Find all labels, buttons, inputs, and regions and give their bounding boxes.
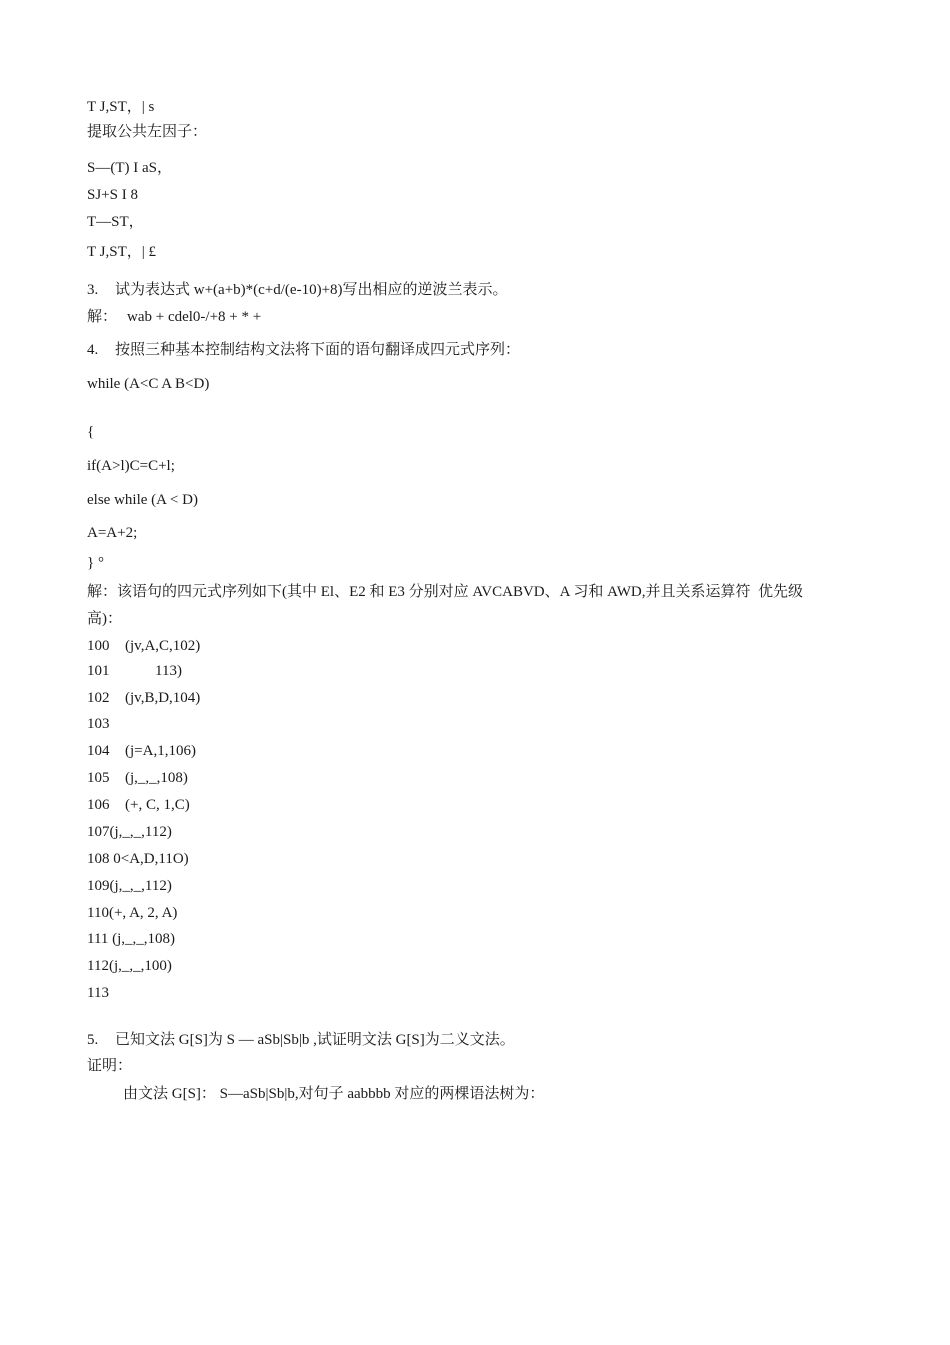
quadruple-row	[87, 661, 182, 681]
quadruple-row	[87, 849, 189, 869]
quadruple-row	[87, 903, 177, 923]
grammar-line: T—ST，	[87, 214, 144, 230]
quadruple-value: (jv,B,D,104)	[125, 690, 201, 706]
code-line: } °	[87, 555, 104, 571]
code-line: A=A+2;	[87, 525, 138, 541]
quadruple-row	[87, 822, 172, 842]
quadruple-row	[87, 983, 109, 1003]
question-number: 3.	[87, 282, 99, 298]
quadruple-number: 101	[87, 663, 110, 679]
code-line: if(A>l)C=C+l;	[87, 458, 175, 474]
quadruple-number: 107(j,_,_,112)	[87, 824, 172, 840]
question-4	[87, 340, 520, 360]
quadruple-value: (+, C, 1,C)	[125, 797, 190, 813]
quadruple-number: 104	[87, 743, 110, 759]
quadruple-number: 108 0<A,D,11O)	[87, 851, 189, 867]
answer-4-continued: 高)：	[87, 611, 122, 627]
question-text: 试为表达式 w+(a+b)*(c+d/(e-10)+8)写出相应的逆波兰表示。	[115, 282, 508, 298]
answer-label: 解：	[87, 309, 118, 325]
quadruple-number: 102	[87, 690, 110, 706]
quadruple-value: (jv,A,C,102)	[125, 638, 201, 654]
answer-3	[87, 307, 261, 327]
quadruple-number: 112(j,_,_,100)	[87, 958, 172, 974]
grammar-line: T J,ST，| £	[87, 244, 156, 260]
question-3	[87, 280, 508, 300]
quadruple-row	[87, 714, 110, 734]
quadruple-row	[87, 741, 196, 761]
quadruple-value: (j=A,1,106)	[125, 743, 196, 759]
quadruple-row	[87, 768, 188, 788]
question-text: 已知文法 G[S]为 S — aSb|Sb|b ,试证明文法 G[S]为二义文法。	[115, 1032, 515, 1048]
section-heading: 提取公共左因子：	[87, 124, 208, 140]
quadruple-value: (j,_,_,108)	[125, 770, 188, 786]
grammar-line: T J,ST，| s	[87, 99, 155, 115]
code-line: else while (A < D)	[87, 492, 198, 508]
quadruple-row	[87, 795, 190, 815]
question-text: 按照三种基本控制结构文法将下面的语句翻译成四元式序列：	[115, 342, 521, 358]
quadruple-number: 113	[87, 985, 109, 1001]
proof-label: 证明：	[87, 1058, 133, 1074]
quadruple-number: 105	[87, 770, 110, 786]
question-number: 5.	[87, 1032, 99, 1048]
quadruple-number: 100	[87, 638, 110, 654]
quadruple-number: 111 (j,_,_,108)	[87, 931, 176, 947]
quadruple-row	[87, 636, 200, 656]
code-line: while (A<C A B<D)	[87, 376, 210, 392]
question-5	[87, 1030, 515, 1050]
quadruple-number: 109(j,_,_,112)	[87, 878, 172, 894]
proof-text: 由文法 G[S]： S—aSb|Sb|b,对句子 aabbbb 对应的两棵语法树为：	[123, 1086, 545, 1102]
grammar-line: S—(T) I aS，	[87, 160, 172, 176]
grammar-line: SJ+S I 8	[87, 187, 138, 203]
quadruple-number: 106	[87, 797, 110, 813]
question-number: 4.	[87, 342, 99, 358]
quadruple-number: 103	[87, 716, 110, 732]
quadruple-value: 113)	[125, 663, 182, 679]
answer-text: wab + cdel0-/+8 + * +	[127, 309, 262, 325]
quadruple-row	[87, 876, 172, 896]
answer-4: 解：该语句的四元式序列如下(其中 El、E2 和 E3 分别对应 AVCABVD、A 习和 AWD,并且关系运算符 优先级	[87, 584, 804, 600]
quadruple-row	[87, 956, 172, 976]
code-line: {	[87, 424, 95, 440]
quadruple-number: 110(+, A, 2, A)	[87, 905, 178, 921]
quadruple-row	[87, 688, 200, 708]
quadruple-row	[87, 929, 175, 949]
